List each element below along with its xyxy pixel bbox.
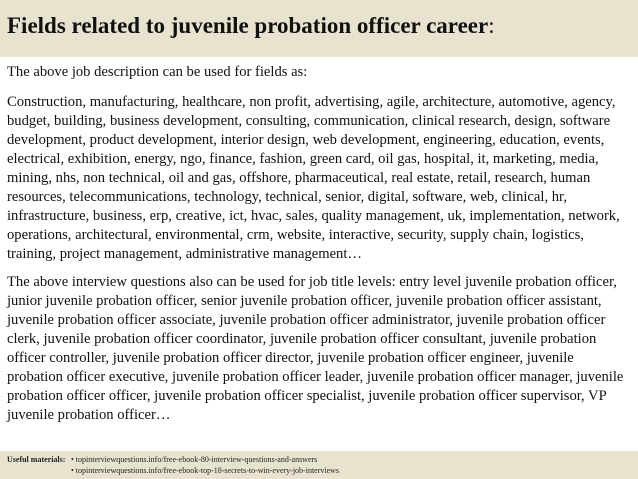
- footer-link-ebook-80-questions[interactable]: • topinterviewquestions.info/free-ebook-80-interview-questions-and-answers: [71, 455, 318, 464]
- footer-bar: [0, 451, 638, 479]
- slide-title-text: Fields related to juvenile probation officer career: [7, 13, 489, 38]
- footer-label-separator: :: [62, 455, 66, 464]
- fields-paragraph: Construction, manufacturing, healthcare, non profit, advertising, agile, architecture, automotive, agency, budget, building, business development, consulting, communication, clinical research, design, software development, product development, interior design, web development, engineering, education, events, electrical, exhibition, energy, ngo, finance, fashion, green card, oil gas, hospital, it, marketing, media, mining, nhs, non technical, oil and gas, offshore, pharmaceutical, real estate, retail, research, human resources, telecommunications, technology, technical, senior, digital, software, web, clinical, hr, infrastructure, business, erp, creative, ict, hvac, sales, quality management, uk, implementation, network, operations, architectural, environmental, crm, website, interactive, security, supply chain, logistics, training, project management, administrative management…: [7, 94, 620, 262]
- intro-text: The above job description can be used for fields as:: [7, 64, 308, 80]
- slide-title-colon: :: [488, 13, 495, 38]
- slide-title: [7, 12, 638, 40]
- job-levels-paragraph: The above interview questions also can be used for job title levels: entry level juvenile probation officer, junior juvenile probation officer, senior juvenile probation officer, juvenile probation officer assistant, juvenile probation officer associate, juvenile probation officer administrator, juvenile probation officer clerk, juvenile probation officer coordinator, juvenile probation officer consultant, juvenile probation officer controller, juvenile probation officer director, juvenile probation officer engineer, juvenile probation officer executive, juvenile probation officer leader, juvenile probation officer manager, juvenile probation officer officer, juvenile probation officer specialist, juvenile probation officer supervisor, VP juvenile probation officer…: [7, 274, 624, 423]
- footer-link-ebook-18-secrets[interactable]: • topinterviewquestions.info/free-ebook-top-18-secrets-to-win-every-job-interviews: [71, 466, 340, 475]
- footer-row-2: [7, 465, 638, 476]
- footer-label-text: Useful materials: [7, 455, 63, 464]
- footer-spacer: [7, 465, 71, 476]
- slide-body: [7, 63, 633, 434]
- footer-row-1: [7, 454, 638, 465]
- footer-label: [7, 454, 71, 465]
- title-bar: [0, 0, 638, 57]
